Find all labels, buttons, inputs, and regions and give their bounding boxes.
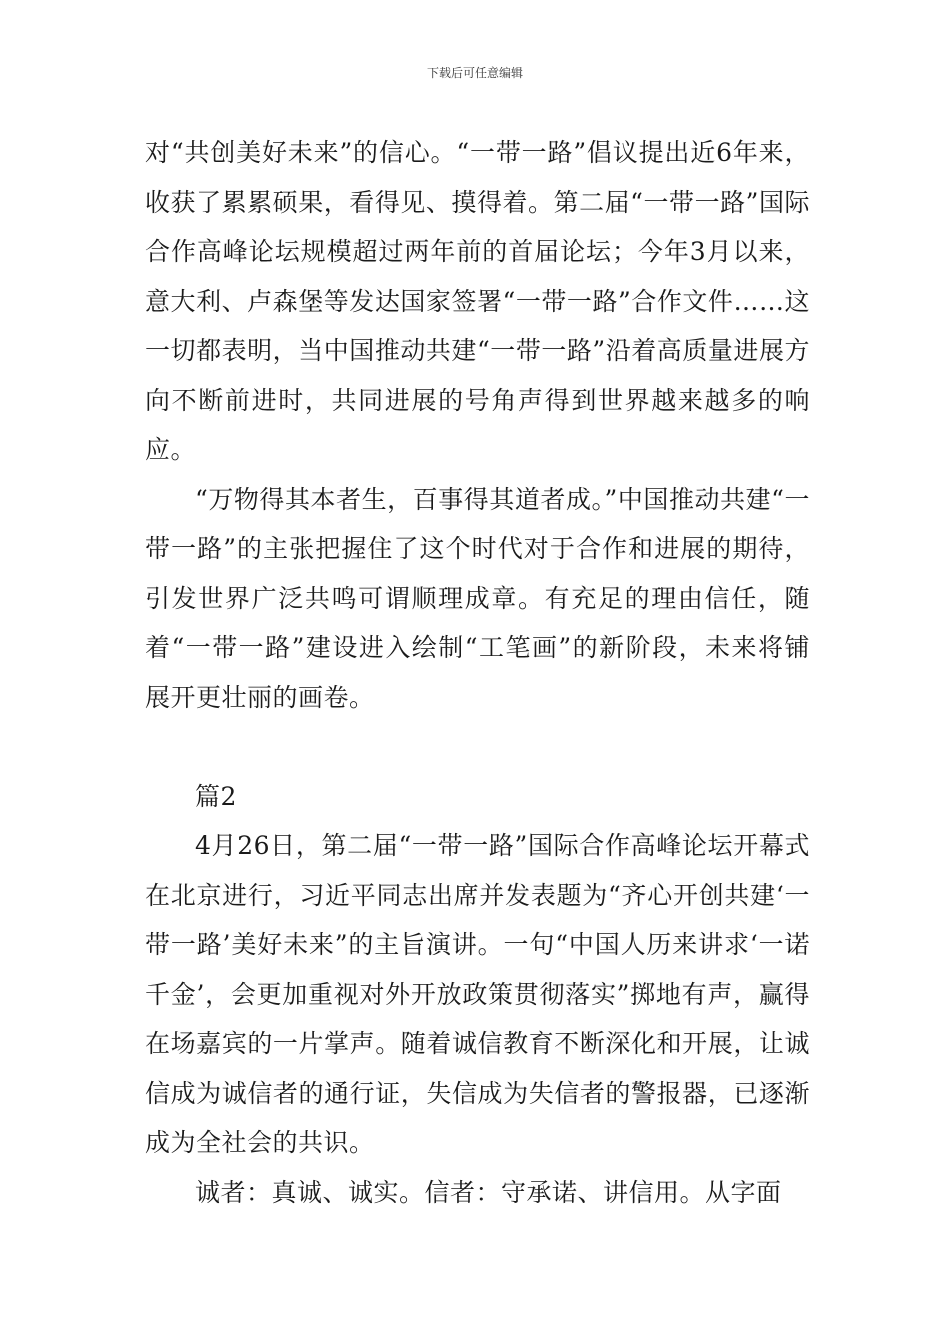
section-heading: 篇2	[195, 781, 237, 811]
paragraph-continued: 对“共创美好未来”的信心。“一带一路”倡议提出近6年来，收获了累累硕果，看得见、摸得着。第二届“一带一路”国际合作高峰论坛规模超过两年前的首届论坛；今年3月以来，意大利、卢森堡等发达国家签署“一带一路”合作文件……这一切都表明，当中国推动共建“一带一路”沿着高质量进展方向不断前进时，共同进展的号角声得到世界越来越多的响应。	[145, 138, 810, 464]
page-header-note: 下载后可任意编辑	[426, 66, 523, 80]
paragraph: 诚者：真诚、诚实。信者：守承诺、讲信用。从字面	[195, 1177, 782, 1207]
document-body	[145, 128, 810, 1217]
blank-line	[145, 722, 810, 772]
paragraph: 4月26日，第二届“一带一路”国际合作高峰论坛开幕式在北京进行，习近平同志出席并发表题为“齐心开创共建‘一带一路’美好未来”的主旨演讲。一句“中国人历来讲求‘一诺千金’，会更加重视对外开放政策贯彻落实”掷地有声，赢得在场嘉宾的一片掌声。随着诚信教育不断深化和开展，让诚信成为诚信者的通行证，失信成为失信者的警报器，已逐渐成为全社会的共识。	[145, 831, 810, 1157]
paragraph: “万物得其本者生，百事得其道者成。”中国推动共建“一带一路”的主张把握住了这个时代对于合作和进展的期待，引发世界广泛共鸣可谓顺理成章。有充足的理由信任，随着“一带一路”建设进入绘制“工笔画”的新阶段，未来将铺展开更壮丽的画卷。	[145, 484, 810, 712]
